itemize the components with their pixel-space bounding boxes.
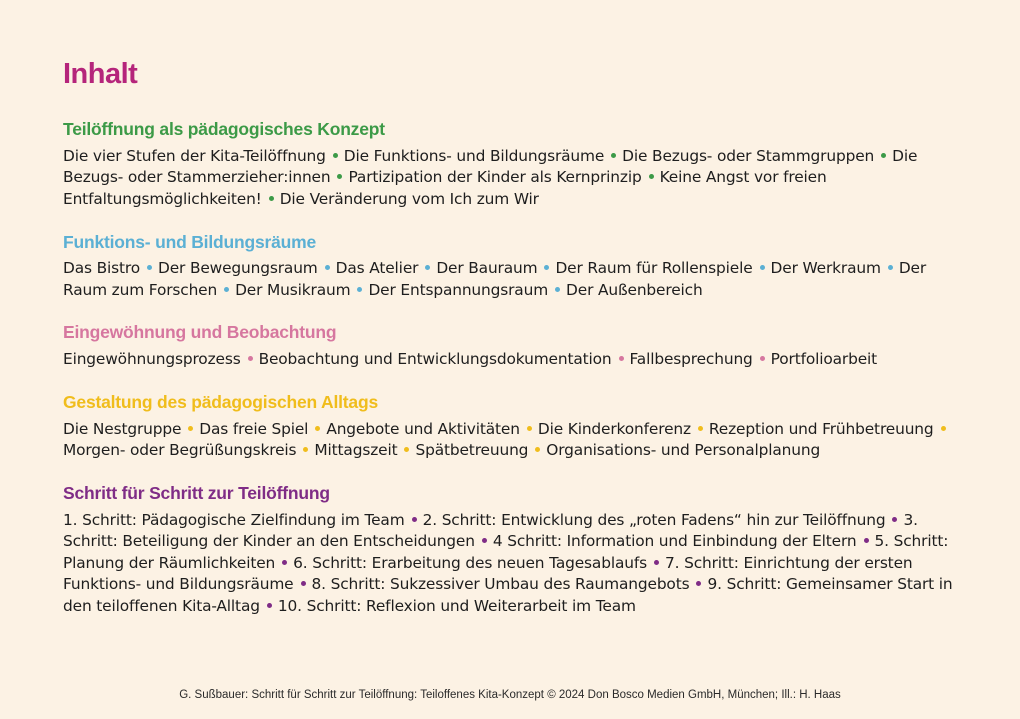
toc-item: Die Funktions- und Bildungsräume — [343, 146, 605, 165]
bullet-separator-icon — [654, 560, 659, 565]
bullet-separator-icon — [282, 560, 287, 565]
toc-item: Rezeption und Frühbetreuung — [708, 419, 934, 438]
bullet-separator-icon — [301, 581, 306, 586]
bullet-separator-icon — [325, 265, 330, 270]
bullet-separator-icon — [555, 287, 560, 292]
toc-item: 7. Schritt: Einrichtung der ersten Funktions- und Bildungsräume — [63, 553, 913, 594]
toc-item: Morgen- oder Begrüßungskreis — [63, 441, 297, 460]
toc-section — [63, 321, 963, 370]
bullet-separator-icon — [269, 196, 274, 201]
toc-item: Partizipation der Kinder als Kernprinzip — [348, 168, 642, 187]
bullet-separator-icon — [337, 174, 342, 179]
section-item-list — [63, 349, 963, 371]
toc-section — [63, 391, 963, 462]
toc-item: Der Werkraum — [770, 259, 881, 278]
toc-item: Die Nestgruppe — [63, 419, 182, 438]
toc-item: Der Bewegungsraum — [158, 259, 318, 278]
section-heading: Eingewöhnung und Beobachtung — [63, 322, 337, 343]
toc-section — [63, 482, 963, 618]
toc-item: 8. Schritt: Sukzessiver Umbau des Raumangebots — [311, 575, 690, 594]
bullet-separator-icon — [248, 356, 253, 361]
toc-item: Der Bauraum — [436, 259, 538, 278]
toc-item: 6. Schritt: Erarbeitung des neuen Tagesablaufs — [293, 553, 647, 572]
section-heading: Funktions- und Bildungsräume — [63, 231, 317, 252]
table-of-contents — [63, 118, 963, 637]
toc-item: Das Bistro — [63, 259, 140, 278]
bullet-separator-icon — [267, 603, 272, 608]
toc-item: Die Kinderkonferenz — [537, 419, 691, 438]
toc-section — [63, 118, 963, 211]
bullet-separator-icon — [404, 447, 409, 452]
toc-item: Die vier Stufen der Kita-Teilöffnung — [63, 146, 326, 165]
toc-item: Beobachtung und Entwicklungsdokumentation — [258, 350, 612, 369]
bullet-separator-icon — [535, 447, 540, 452]
bullet-separator-icon — [315, 426, 320, 431]
section-item-list — [63, 258, 963, 301]
bullet-separator-icon — [760, 265, 765, 270]
bullet-separator-icon — [333, 153, 338, 158]
bullet-separator-icon — [649, 174, 654, 179]
toc-item: Spätbetreuung — [415, 441, 529, 460]
toc-item: 2. Schritt: Entwicklung des „roten Fadens“ hin zur Teilöffnung — [422, 510, 886, 529]
toc-item: Mittagszeit — [314, 441, 398, 460]
toc-item: 9. Schritt: Gemeinsamer Start in den teiloffenen Kita-Alltag — [63, 575, 953, 615]
toc-item: Die Bezugs- oder Stammgruppen — [622, 146, 875, 165]
toc-item: Organisations- und Personalplanung — [546, 441, 821, 460]
bullet-separator-icon — [412, 517, 417, 522]
toc-item: 3. Schritt: Beteiligung der Kinder an den Entscheidungen — [63, 510, 918, 551]
bullet-separator-icon — [864, 538, 869, 543]
bullet-separator-icon — [147, 265, 152, 270]
toc-item: 1. Schritt: Pädagogische Zielfindung im Team — [63, 510, 405, 529]
toc-section — [63, 231, 963, 302]
bullet-separator-icon — [881, 153, 886, 158]
page-title: Inhalt — [63, 58, 138, 90]
bullet-separator-icon — [611, 153, 616, 158]
toc-item: Der Außenbereich — [566, 280, 703, 299]
bullet-separator-icon — [892, 517, 897, 522]
toc-item: Der Raum für Rollenspiele — [555, 259, 753, 278]
bullet-separator-icon — [425, 265, 430, 270]
bullet-separator-icon — [188, 426, 193, 431]
toc-item: Das freie Spiel — [199, 419, 309, 438]
bullet-separator-icon — [696, 581, 701, 586]
toc-item: 10. Schritt: Reflexion und Weiterarbeit im Team — [277, 596, 636, 615]
toc-item: 4 Schritt: Information und Einbindung der Eltern — [492, 532, 857, 551]
toc-item: Angebote und Aktivitäten — [326, 419, 520, 438]
bullet-separator-icon — [357, 287, 362, 292]
section-item-list — [63, 419, 963, 462]
toc-item: Der Musikraum — [235, 280, 351, 299]
bullet-separator-icon — [760, 356, 765, 361]
bullet-separator-icon — [888, 265, 893, 270]
bullet-separator-icon — [698, 426, 703, 431]
section-item-list — [63, 510, 963, 618]
bullet-separator-icon — [482, 538, 487, 543]
footer-credit: G. Sußbauer: Schritt für Schritt zur Teilöffnung: Teiloffenes Kita-Konzept © 2024 Don Bosco Medien GmbH, München; Ill.: H. Haas — [179, 689, 841, 701]
section-heading: Teilöffnung als pädagogisches Konzept — [63, 119, 385, 139]
toc-item: Eingewöhnungsprozess — [63, 350, 241, 369]
bullet-separator-icon — [619, 356, 624, 361]
bullet-separator-icon — [303, 447, 308, 452]
toc-item: Fallbesprechung — [629, 350, 753, 369]
toc-item: Der Raum zum Forschen — [63, 259, 927, 299]
toc-item: 5. Schritt: Planung der Räumlichkeiten — [63, 532, 949, 572]
bullet-separator-icon — [224, 287, 229, 292]
bullet-separator-icon — [544, 265, 549, 270]
section-heading: Schritt für Schritt zur Teilöffnung — [63, 482, 330, 503]
bullet-separator-icon — [941, 426, 946, 431]
toc-item: Die Veränderung vom Ich zum Wir — [279, 189, 539, 208]
toc-item: Der Entspannungsraum — [368, 280, 549, 299]
toc-item: Die Bezugs- oder Stammerzieher:innen — [63, 146, 918, 187]
toc-item: Portfolioarbeit — [770, 350, 878, 369]
bullet-separator-icon — [527, 426, 532, 431]
section-item-list — [63, 146, 963, 211]
section-heading: Gestaltung des pädagogischen Alltags — [63, 391, 378, 412]
toc-item: Keine Angst vor freien Entfaltungsmöglichkeiten! — [63, 168, 827, 208]
toc-item: Das Atelier — [335, 259, 419, 278]
